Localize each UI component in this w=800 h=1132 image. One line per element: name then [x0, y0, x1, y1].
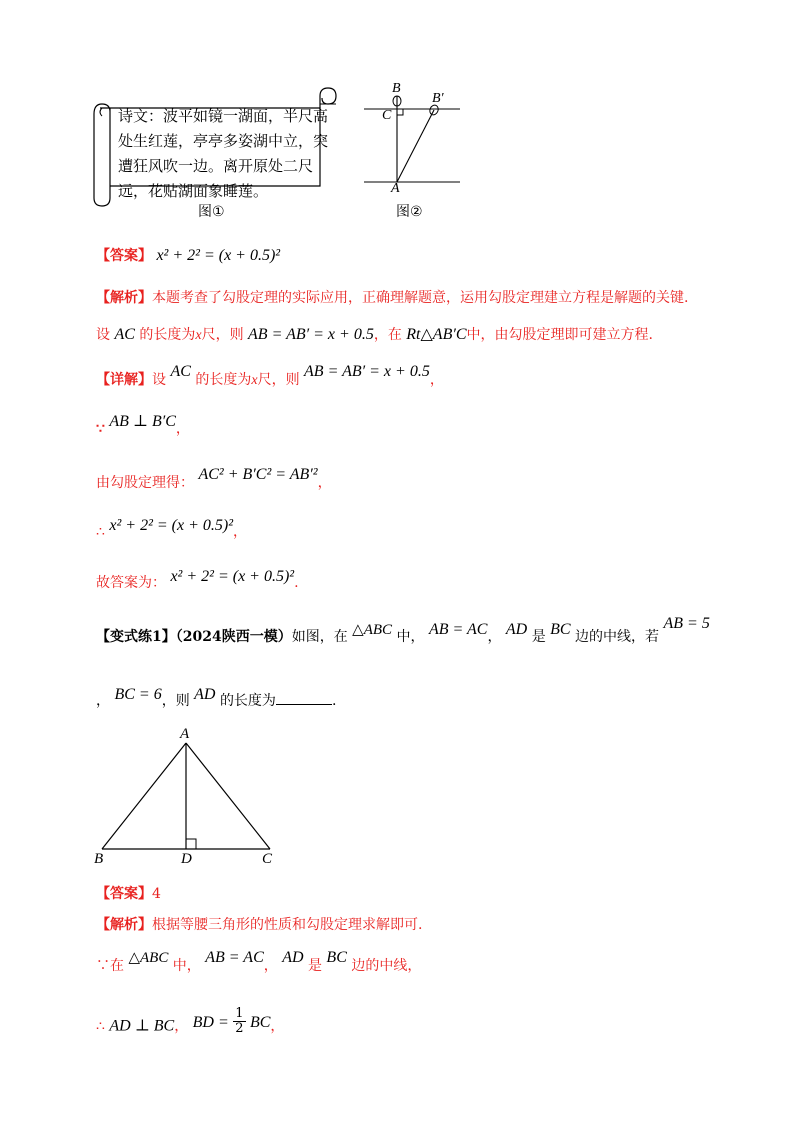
answer-2: [96, 883, 161, 903]
math-eq: AB = AC: [428, 621, 488, 638]
text: ，: [429, 372, 444, 388]
exercise-line-2: [96, 686, 337, 710]
text: 由勾股定理得：: [96, 475, 194, 491]
text: ，则: [161, 693, 190, 709]
text: 中，: [172, 958, 201, 974]
label-B: B: [392, 81, 401, 96]
analysis-tag: 【解析】: [96, 290, 152, 306]
text: ，: [317, 475, 332, 491]
exercise-source: （2024陕西一模）: [175, 629, 292, 645]
label-A: A: [180, 726, 190, 742]
math-eq: AB = AC: [205, 949, 264, 966]
label-B-prime: B′: [432, 91, 444, 106]
poem-line: 处生红莲，亭亭多姿湖中立，突: [118, 132, 329, 150]
figure-1-caption: 图①: [198, 204, 225, 220]
poem-line: 遭狂风吹一边。离开原处二尺: [118, 157, 314, 175]
math-AD: AD: [194, 686, 216, 703]
therefore-symbol: ∴: [96, 524, 105, 540]
label-C: C: [262, 851, 273, 867]
math-eq: AB = AB′ = x + 0.5: [304, 363, 430, 380]
fraction-numerator: 1: [235, 1006, 244, 1021]
answer-tag: 【答案】: [96, 248, 152, 264]
text: ，: [263, 958, 278, 974]
label-B: B: [94, 851, 104, 867]
text: ，: [233, 524, 248, 540]
because-symbol: ∵: [96, 421, 105, 437]
text: 如图，在: [291, 629, 348, 645]
math-eq: AB ⊥ B′C: [109, 413, 176, 430]
text: ∵在: [96, 958, 124, 974]
analysis-text: 根据等腰三角形的性质和勾股定理求解即可.: [152, 917, 423, 933]
detail-tag: 【详解】: [96, 372, 152, 388]
answer-formula: x² + 2² = (x + 0.5)²: [156, 247, 281, 264]
var-x: x: [251, 373, 258, 388]
figure-2-caption: 图②: [396, 204, 423, 220]
analysis-1-line-1: [96, 287, 688, 307]
analysis-2-line-2: [96, 949, 422, 975]
fraction-one-half: [233, 1007, 245, 1036]
text: 边的中线，: [351, 958, 422, 974]
answer-1: [96, 245, 280, 265]
text: 是: [307, 958, 322, 974]
math-eq: AB = 5: [663, 615, 710, 632]
analysis-1-line-2: [96, 324, 653, 344]
text: 故答案为：: [96, 575, 166, 591]
math-eq: x² + 2² = (x + 0.5)²: [109, 517, 234, 534]
math-triangle: △ABC: [352, 622, 393, 638]
label-A: A: [391, 181, 400, 196]
math-eq: x² + 2² = (x + 0.5)²: [170, 568, 295, 585]
answer-tag: 【答案】: [96, 886, 152, 902]
text: 边的中线，若: [575, 629, 660, 645]
text: 是: [531, 629, 546, 645]
text: 设: [96, 327, 110, 343]
math-BD: BD =: [192, 1013, 229, 1031]
triangle-diagram: [90, 735, 290, 855]
label-D: D: [181, 851, 192, 867]
math-AC: AC: [114, 326, 135, 343]
text: ，: [487, 629, 502, 645]
text: 设: [152, 372, 166, 388]
text: ，在: [373, 327, 402, 343]
text: 中，: [396, 629, 425, 645]
math-eq: BC = 6: [114, 686, 162, 703]
detail-line-3: [96, 466, 332, 492]
analysis-text: 本题考查了勾股定理的实际应用，正确理解题意，运用勾股定理建立方程是解题的关键.: [152, 290, 689, 306]
exercise-line-1: [96, 615, 710, 646]
poem-line: 远，花贴湖面象睡莲。: [118, 182, 269, 200]
figure-2-diagram: [360, 82, 470, 192]
poem-text: [118, 104, 328, 204]
answer-blank[interactable]: [276, 690, 332, 705]
text: ，: [96, 693, 110, 709]
math-BC: BC: [326, 949, 347, 966]
detail-line-5: [96, 568, 299, 592]
text: 中，由勾股定理即可建立方程.: [466, 327, 653, 343]
math-eq: AC² + B′C² = AB′²: [198, 466, 318, 483]
math-AD: AD: [505, 621, 528, 638]
analysis-tag: 【解析】: [96, 917, 152, 933]
text: .: [331, 693, 337, 709]
math-AC: AC: [170, 363, 191, 380]
math-triangle: △ABC: [128, 950, 169, 966]
text: 的长度为: [219, 693, 276, 709]
therefore-symbol: ∴: [96, 1018, 105, 1035]
math-BC: BC: [550, 621, 571, 638]
detail-line-2: [96, 413, 190, 438]
label-C: C: [382, 108, 392, 123]
math-eq: AB = AB′ = x + 0.5: [248, 326, 374, 343]
math-AD: AD: [282, 949, 304, 966]
math-BC: BC: [249, 1013, 271, 1031]
text: 的长度为: [139, 327, 196, 343]
text: ，: [174, 1018, 189, 1035]
math-eq: AD ⊥ BC: [109, 1017, 175, 1035]
analysis-2-line-1: [96, 914, 422, 934]
poem-line: 诗文：波平如镜一湖面，半尺高: [118, 107, 329, 125]
exercise-tag: 【变式练1】: [96, 629, 176, 645]
detail-line-1: [96, 363, 444, 389]
text: ，: [175, 421, 190, 437]
detail-line-4: [96, 517, 248, 541]
text: 的长度为: [195, 372, 252, 388]
analysis-2-line-3: [96, 1006, 285, 1041]
var-x: x: [195, 328, 202, 343]
fraction-denominator: 2: [235, 1021, 244, 1036]
answer-value: 4: [152, 886, 161, 902]
text: 尺，则: [257, 372, 300, 388]
text: .: [294, 575, 299, 591]
text: 尺，则: [201, 327, 244, 343]
math-rt-triangle: Rt△AB′C: [406, 326, 467, 343]
text: ，: [270, 1018, 285, 1035]
